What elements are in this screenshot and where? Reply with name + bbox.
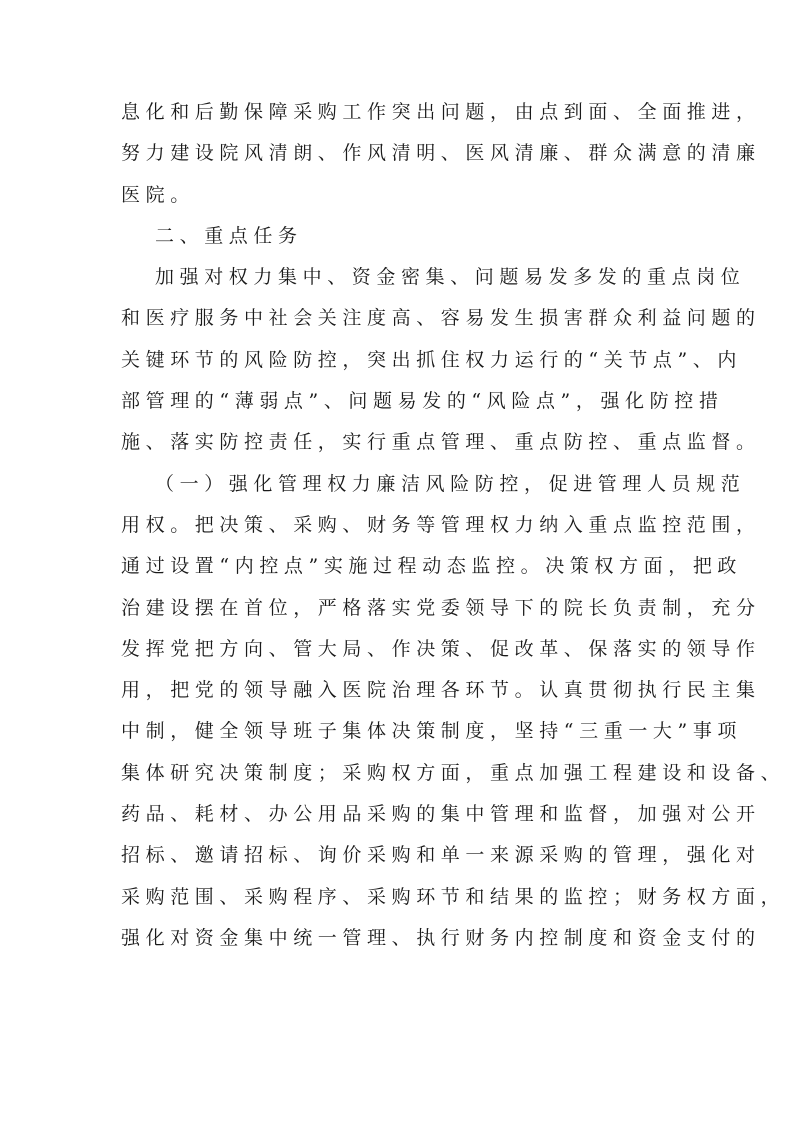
text-line: 强化对资金集中统一管理、执行财务内控制度和资金支付的 [121, 926, 761, 949]
text-line: 集体研究决策制度；采购权方面，重点加强工程建设和设备、 [121, 761, 786, 784]
heading-text: 二、重点任务 [155, 224, 303, 247]
text-line: 药品、耗材、办公用品采购的集中管理和监督，加强对公开 [121, 803, 761, 826]
text-line: 医院。 [121, 183, 195, 206]
text-line: 发挥党把方向、管大局、作决策、促改革、保落实的领导作 [121, 637, 761, 660]
text-line: 用，把党的领导融入医院治理各环节。认真贯彻执行民主集 [121, 679, 761, 702]
text-line: 加强对权力集中、资金密集、问题易发多发的重点岗位 [155, 266, 746, 289]
text-line: 中制，健全领导班子集体决策制度，坚持“三重一大”事项 [121, 720, 743, 743]
text-line: 努力建设院风清朗、作风清明、医风清廉、群众满意的清廉 [121, 142, 761, 165]
text-line: 息化和后勤保障采购工作突出问题，由点到面、全面推进， [121, 101, 761, 123]
paragraph-intro-continuation [121, 92, 761, 216]
text-line: 部管理的“薄弱点”、问题易发的“风险点”，强化防控措 [121, 390, 724, 413]
paragraph-section-overview [121, 257, 761, 463]
text-line: （一）强化管理权力廉洁风险防控，促进管理人员规范 [155, 472, 746, 495]
text-line: 采购范围、采购程序、采购环节和结果的监控；财务权方面， [121, 885, 786, 908]
paragraph-subsection-1 [121, 464, 786, 960]
text-line: 施、落实防控责任，实行重点管理、重点防控、重点监督。 [121, 431, 761, 454]
text-line: 通过设置“内控点”实施过程动态监控。决策权方面，把政 [121, 555, 743, 578]
document-body [121, 92, 786, 959]
text-line: 和医疗服务中社会关注度高、容易发生损害群众利益问题的 [121, 307, 761, 330]
text-line: 招标、邀请招标、询价采购和单一来源采购的管理，强化对 [121, 844, 761, 867]
section-heading [121, 216, 677, 257]
text-line: 用权。把决策、采购、财务等管理权力纳入重点监控范围， [121, 513, 761, 536]
text-line: 关键环节的风险防控，突出抓住权力运行的“关节点”、内 [121, 348, 743, 371]
text-line: 治建设摆在首位，严格落实党委领导下的院长负责制，充分 [121, 596, 761, 619]
